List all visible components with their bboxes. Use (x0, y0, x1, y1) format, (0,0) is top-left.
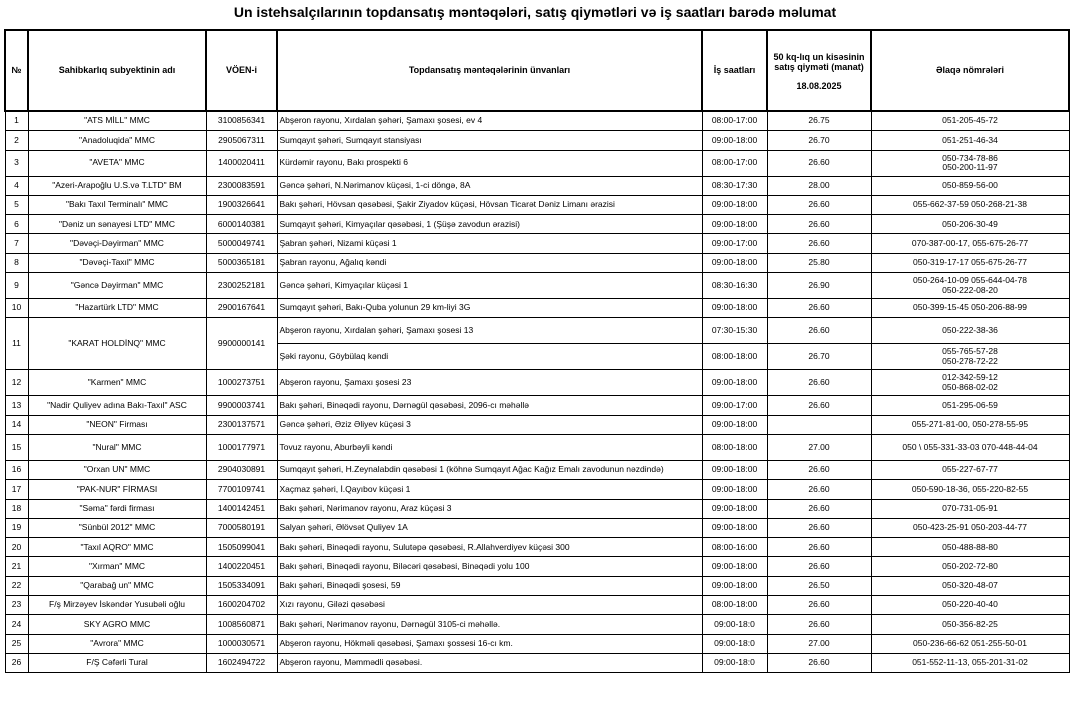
cell-phones: 051-552-11-13, 055-201-31-02 (871, 653, 1069, 672)
cell-voen: 1400142451 (206, 499, 277, 518)
cell-no: 25 (5, 634, 28, 653)
table-row (5, 195, 1069, 214)
cell-address: Xaçmaz şəhəri, İ.Qayıbov küçəsi 1 (277, 480, 702, 499)
table-row (5, 576, 1069, 595)
cell-address: Sumqayıt şəhəri, Bakı-Quba yolunun 29 km-liyi 3G (277, 299, 702, 318)
cell-no: 18 (5, 499, 28, 518)
cell-phones: 012-342-59-12 050-868-02-02 (871, 370, 1069, 396)
table-row (5, 596, 1069, 615)
cell-name: "Hazartürk LTD" MMC (28, 299, 206, 318)
header-price-date: 18.08.2025 (796, 81, 842, 92)
cell-no: 7 (5, 234, 28, 253)
cell-address: Kürdəmir rayonu, Bakı prospekti 6 (277, 150, 702, 176)
cell-name: "Səma" fərdi firması (28, 499, 206, 518)
cell-address: Abşeron rayonu, Hökməli qəsəbəsi, Şamaxı şossesi 16-cı km. (277, 634, 702, 653)
cell-voen: 5000049741 (206, 234, 277, 253)
producers-table (4, 29, 1070, 673)
cell-price: 26.60 (767, 195, 871, 214)
cell-address: Şabran rayonu, Ağalıq kəndi (277, 253, 702, 272)
cell-name: "Sünbül 2012" MMC (28, 518, 206, 537)
cell-hours: 09:00-18:00 (702, 557, 767, 576)
cell-hours: 09:00-18:00 (702, 518, 767, 537)
cell-no: 17 (5, 480, 28, 499)
cell-hours: 08:00-17:00 (702, 111, 767, 131)
table-row (5, 176, 1069, 195)
cell-voen: 1400020411 (206, 150, 277, 176)
cell-no: 13 (5, 396, 28, 415)
cell-voen: 1000273751 (206, 370, 277, 396)
cell-name: "Xırman" MMC (28, 557, 206, 576)
cell-address: Abşeron rayonu, Məmmədli qəsəbəsi. (277, 653, 702, 672)
page-title: Un istehsalçılarının topdansatış məntəqələri, satış qiymətləri və iş saatları barədə məlumat (233, 4, 837, 20)
cell-price: 26.60 (767, 370, 871, 396)
cell-price: 28.00 (767, 176, 871, 195)
table-row (5, 538, 1069, 557)
cell-name: "Dəniz un sənayesi LTD" MMC (28, 215, 206, 234)
cell-phones: 050-202-72-80 (871, 557, 1069, 576)
cell-hours: 08:00-18:00 (702, 344, 767, 370)
cell-voen: 1505334091 (206, 576, 277, 595)
cell-address: Bakı şəhəri, Nərimanov rayonu, Dərnəgül 3105-ci məhəllə. (277, 615, 702, 634)
cell-price: 26.75 (767, 111, 871, 131)
cell-hours: 08:00-18:00 (702, 434, 767, 460)
cell-address: Gəncə şəhəri, N.Nərimanov küçəsi, 1-ci döngə, 8A (277, 176, 702, 195)
cell-no: 14 (5, 415, 28, 434)
cell-name: F/ş Mirzəyev İskəndər Yusubəli oğlu (28, 596, 206, 615)
cell-price: 26.60 (767, 653, 871, 672)
cell-phones: 050-859-56-00 (871, 176, 1069, 195)
cell-voen: 1600204702 (206, 596, 277, 615)
cell-hours: 08:30-17:30 (702, 176, 767, 195)
cell-voen: 7700109741 (206, 480, 277, 499)
cell-hours: 09:00-18:00 (702, 370, 767, 396)
cell-voen: 2300137571 (206, 415, 277, 434)
cell-phones: 051-295-06-59 (871, 396, 1069, 415)
cell-name: "Taxıl AQRO" MMC (28, 538, 206, 557)
cell-voen: 2300252181 (206, 273, 277, 299)
cell-address: Tovuz rayonu, Aburbəyli kəndi (277, 434, 702, 460)
cell-price (767, 415, 871, 434)
cell-hours: 09:00-18:00 (702, 576, 767, 595)
cell-hours: 09:00-18:00 (702, 299, 767, 318)
table-row (5, 253, 1069, 272)
cell-phones: 050-320-48-07 (871, 576, 1069, 595)
cell-hours: 08:30-16:30 (702, 273, 767, 299)
cell-no: 10 (5, 299, 28, 318)
cell-no: 20 (5, 538, 28, 557)
cell-phones: 050-423-25-91 050-203-44-77 (871, 518, 1069, 537)
table-row (5, 215, 1069, 234)
cell-hours: 09:00-18:00 (702, 460, 767, 479)
cell-voen: 2300083591 (206, 176, 277, 195)
cell-address: Sumqayıt şəhəri, Sumqayıt stansiyası (277, 131, 702, 150)
table-row (5, 370, 1069, 396)
cell-name: "Gəncə Dəyirman" MMC (28, 273, 206, 299)
header-no: № (5, 30, 28, 111)
cell-hours: 09:00-17:00 (702, 234, 767, 253)
table-row (5, 415, 1069, 434)
cell-price: 27.00 (767, 634, 871, 653)
cell-no: 1 (5, 111, 28, 131)
cell-name: "Qarabağ un" MMC (28, 576, 206, 595)
cell-phones: 070-731-05-91 (871, 499, 1069, 518)
cell-phones: 055-765-57-28 050-278-72-22 (871, 344, 1069, 370)
cell-phones: 070-387-00-17, 055-675-26-77 (871, 234, 1069, 253)
header-price (767, 30, 871, 111)
table-body (5, 111, 1069, 673)
cell-phones: 055-227-67-77 (871, 460, 1069, 479)
header-name: Sahibkarlıq subyektinin adı (28, 30, 206, 111)
cell-price: 26.70 (767, 344, 871, 370)
cell-price: 26.60 (767, 215, 871, 234)
cell-voen: 7000580191 (206, 518, 277, 537)
table-row (5, 653, 1069, 672)
cell-no: 8 (5, 253, 28, 272)
cell-no: 11 (5, 318, 28, 370)
cell-phones: 050-488-88-80 (871, 538, 1069, 557)
cell-price: 26.60 (767, 396, 871, 415)
header-address: Topdansatış məntəqələrinin ünvanları (277, 30, 702, 111)
cell-price: 26.60 (767, 150, 871, 176)
cell-hours: 09:00-18:00 (702, 195, 767, 214)
cell-name: "PAK-NUR" FİRMASI (28, 480, 206, 499)
cell-no: 12 (5, 370, 28, 396)
cell-name: "Dəvəçi-Dəyirman" MMC (28, 234, 206, 253)
cell-hours: 09:00-18:0 (702, 615, 767, 634)
cell-address: Abşeron rayonu, Şamaxı şosesi 23 (277, 370, 702, 396)
table-row (5, 460, 1069, 479)
cell-name: "AVETA" MMC (28, 150, 206, 176)
cell-no: 15 (5, 434, 28, 460)
cell-name: "Anadoluqida" MMC (28, 131, 206, 150)
cell-price: 26.60 (767, 318, 871, 344)
cell-hours: 09:00-18:00 (702, 499, 767, 518)
cell-phones: 050 \ 055-331-33-03 070-448-44-04 (871, 434, 1069, 460)
cell-hours: 07:30-15:30 (702, 318, 767, 344)
cell-name: F/Ş Cəfərli Tural (28, 653, 206, 672)
cell-address: Gəncə şəhəri, Kimyaçılar küçəsi 1 (277, 273, 702, 299)
cell-address: Bakı şəhəri, Binəqədi rayonu, Biləcəri qəsəbəsi, Binəqədi yolu 100 (277, 557, 702, 576)
cell-voen: 1000177971 (206, 434, 277, 460)
table-row (5, 480, 1069, 499)
cell-phones: 050-206-30-49 (871, 215, 1069, 234)
cell-name: "KARAT HOLDİNQ" MMC (28, 318, 206, 370)
table-row (5, 634, 1069, 653)
cell-phones: 051-205-45-72 (871, 111, 1069, 131)
cell-no: 21 (5, 557, 28, 576)
cell-voen: 1505099041 (206, 538, 277, 557)
header-price-label: 50 kq-lıq un kisəsinin satış qiyməti (manat) (773, 52, 865, 72)
table-row (5, 111, 1069, 131)
cell-hours: 09:00-18:00 (702, 480, 767, 499)
cell-price: 26.60 (767, 480, 871, 499)
header-phones: Əlaqə nömrələri (871, 30, 1069, 111)
cell-phones: 051-251-46-34 (871, 131, 1069, 150)
cell-address: Abşeron rayonu, Xırdalan şəhəri, Şamaxı şosesi, ev 4 (277, 111, 702, 131)
cell-price: 26.60 (767, 299, 871, 318)
cell-no: 4 (5, 176, 28, 195)
table-row (5, 557, 1069, 576)
cell-no: 24 (5, 615, 28, 634)
cell-price: 26.60 (767, 518, 871, 537)
cell-voen: 3100856341 (206, 111, 277, 131)
cell-phones: 050-590-18-36, 055-220-82-55 (871, 480, 1069, 499)
cell-voen: 2905067311 (206, 131, 277, 150)
cell-voen: 5000365181 (206, 253, 277, 272)
table-header-row (5, 30, 1069, 111)
cell-no: 2 (5, 131, 28, 150)
cell-phones: 050-399-15-45 050-206-88-99 (871, 299, 1069, 318)
table-row (5, 150, 1069, 176)
cell-address: Gəncə şəhəri, Əziz Əliyev küçəsi 3 (277, 415, 702, 434)
cell-phones: 050-734-78-86 050-200-11-97 (871, 150, 1069, 176)
cell-voen: 9900000141 (206, 318, 277, 370)
cell-voen: 1008560871 (206, 615, 277, 634)
cell-hours: 09:00-17:00 (702, 396, 767, 415)
table-row (5, 234, 1069, 253)
cell-phones: 050-222-38-36 (871, 318, 1069, 344)
cell-hours: 08:00-17:00 (702, 150, 767, 176)
cell-voen: 1400220451 (206, 557, 277, 576)
cell-phones: 050-264-10-09 055-644-04-78 050-222-08-20 (871, 273, 1069, 299)
cell-phones: 055-271-81-00, 050-278-55-95 (871, 415, 1069, 434)
cell-name: "Karmen" MMC (28, 370, 206, 396)
cell-no: 22 (5, 576, 28, 595)
cell-no: 23 (5, 596, 28, 615)
cell-address: Bakı şəhəri, Binəqədi rayonu, Sulutəpə qəsəbəsi, R.Allahverdiyev küçəsi 300 (277, 538, 702, 557)
table-row (5, 499, 1069, 518)
cell-voen: 2900167641 (206, 299, 277, 318)
cell-voen: 1602494722 (206, 653, 277, 672)
cell-phones: 050-220-40-40 (871, 596, 1069, 615)
cell-voen: 1000030571 (206, 634, 277, 653)
cell-hours: 09:00-18:00 (702, 215, 767, 234)
cell-name: "Nural" MMC (28, 434, 206, 460)
cell-price: 26.60 (767, 615, 871, 634)
table-row (5, 396, 1069, 415)
cell-voen: 1900326641 (206, 195, 277, 214)
cell-hours: 09:00-18:0 (702, 653, 767, 672)
cell-address: Salyan şəhəri, Əlövsət Quliyev 1A (277, 518, 702, 537)
cell-no: 9 (5, 273, 28, 299)
table-row (5, 273, 1069, 299)
cell-address: Bakı şəhəri, Hövsan qəsəbəsi, Şakir Ziyadov küçəsi, Hövsan Ticarət Dəniz Limanı ərazisi (277, 195, 702, 214)
cell-price: 26.60 (767, 538, 871, 557)
cell-price: 26.60 (767, 234, 871, 253)
cell-name: "Nadir Quliyev adına Bakı-Taxıl" ASC (28, 396, 206, 415)
cell-hours: 09:00-18:00 (702, 415, 767, 434)
cell-hours: 08:00-16:00 (702, 538, 767, 557)
cell-price: 26.60 (767, 460, 871, 479)
cell-price: 26.70 (767, 131, 871, 150)
cell-name: "Azeri-Arapoğlu U.S.və T.LTD" BM (28, 176, 206, 195)
header-voen: VÖEN-i (206, 30, 277, 111)
cell-name: "Dəvəçi-Taxıl" MMC (28, 253, 206, 272)
cell-name: "Avrora" MMC (28, 634, 206, 653)
cell-no: 19 (5, 518, 28, 537)
header-hours: İş saatları (702, 30, 767, 111)
cell-hours: 08:00-18:00 (702, 596, 767, 615)
cell-price: 26.50 (767, 576, 871, 595)
cell-price: 27.00 (767, 434, 871, 460)
cell-hours: 09:00-18:00 (702, 131, 767, 150)
cell-phones: 055-662-37-59 050-268-21-38 (871, 195, 1069, 214)
cell-name: SKY AGRO MMC (28, 615, 206, 634)
cell-no: 5 (5, 195, 28, 214)
cell-name: "Bakı Taxıl Terminalı" MMC (28, 195, 206, 214)
cell-address: Şəki rayonu, Göybülaq kəndi (277, 344, 702, 370)
cell-price: 26.90 (767, 273, 871, 299)
cell-name: "Orxan UN" MMC (28, 460, 206, 479)
table-row (5, 615, 1069, 634)
cell-price: 25.80 (767, 253, 871, 272)
table-row (5, 299, 1069, 318)
cell-voen: 6000140381 (206, 215, 277, 234)
cell-price: 26.60 (767, 596, 871, 615)
cell-address: Bakı şəhəri, Binəqədi rayonu, Dərnəgül qəsəbəsi, 2096-cı məhəllə (277, 396, 702, 415)
cell-no: 3 (5, 150, 28, 176)
table-row (5, 434, 1069, 460)
cell-hours: 09:00-18:00 (702, 253, 767, 272)
cell-phones: 050-319-17-17 055-675-26-77 (871, 253, 1069, 272)
table-row (5, 131, 1069, 150)
cell-no: 26 (5, 653, 28, 672)
cell-voen: 9900003741 (206, 396, 277, 415)
cell-address: Şabran şəhəri, Nizami küçəsi 1 (277, 234, 702, 253)
cell-name: "ATS MİLL" MMC (28, 111, 206, 131)
cell-address: Bakı şəhəri, Binəqədi şosesi, 59 (277, 576, 702, 595)
cell-voen: 2904030891 (206, 460, 277, 479)
table-row (5, 318, 1069, 344)
cell-price: 26.60 (767, 499, 871, 518)
cell-address: Abşeron rayonu, Xırdalan şəhəri, Şamaxı şosesi 13 (277, 318, 702, 344)
cell-price: 26.60 (767, 557, 871, 576)
cell-address: Sumqayıt şəhəri, Kimyaçılar qəsəbəsi, 1 (Şüşə zavodun ərazisi) (277, 215, 702, 234)
cell-address: Sumqayıt şəhəri, H.Zeynalabdin qəsəbəsi 1 (köhnə Sumqayıt Ağac Kağız Emalı zavodunun nəzdində) (277, 460, 702, 479)
cell-address: Bakı şəhəri, Nərimanov rayonu, Araz küçəsi 3 (277, 499, 702, 518)
cell-phones: 050-236-66-62 051-255-50-01 (871, 634, 1069, 653)
cell-name: "NEON" Firması (28, 415, 206, 434)
cell-hours: 09:00-18:0 (702, 634, 767, 653)
cell-phones: 050-356-82-25 (871, 615, 1069, 634)
cell-no: 16 (5, 460, 28, 479)
cell-address: Xızı rayonu, Giləzi qəsəbəsi (277, 596, 702, 615)
table-row (5, 518, 1069, 537)
cell-no: 6 (5, 215, 28, 234)
